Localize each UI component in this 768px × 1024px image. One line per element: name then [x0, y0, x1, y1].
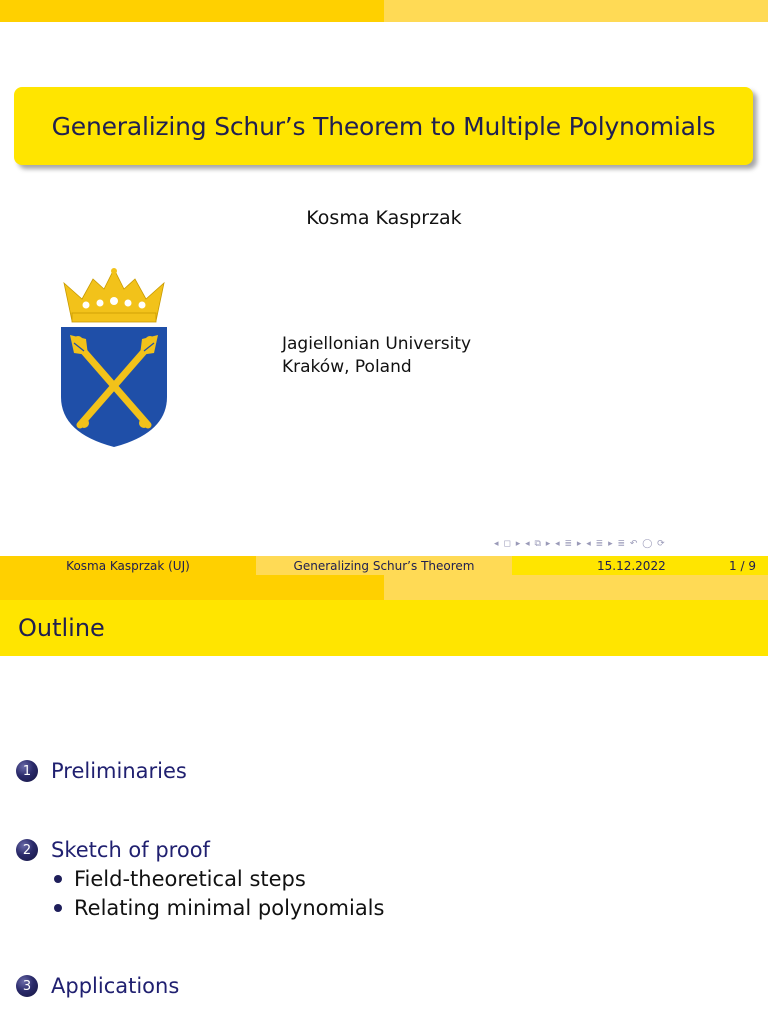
headline-bar-slide2 — [0, 575, 768, 600]
institute — [282, 333, 471, 379]
title-block — [14, 87, 753, 165]
presentation-title: Generalizing Schur’s Theorem to Multiple Polynomials — [51, 111, 716, 141]
section-number-ball: 3 — [16, 975, 38, 997]
section-number-ball: 2 — [16, 839, 38, 861]
headline-bar — [0, 0, 768, 22]
institute-name: Jagiellonian University — [282, 334, 472, 354]
headline-bar-right — [384, 0, 768, 22]
section-label: Preliminaries — [51, 759, 187, 783]
footer-page-number: 1 / 9 — [729, 558, 756, 573]
outline-subsection-1[interactable] — [54, 867, 306, 891]
footline — [0, 556, 768, 575]
footer-date: 15.12.2022 — [597, 558, 666, 573]
bullet-icon — [54, 875, 62, 883]
author-name: Kosma Kasprzak — [306, 207, 462, 229]
institute-location: Kraków, Poland — [282, 357, 412, 377]
outline-subsection-2[interactable] — [54, 896, 384, 920]
section-label: Applications — [51, 974, 180, 998]
headline-bar-left — [0, 575, 384, 600]
section-number-ball: 1 — [16, 760, 38, 782]
outline-section-3[interactable] — [16, 974, 179, 998]
frame-title-bar — [0, 600, 768, 656]
headline-bar-right — [384, 575, 768, 600]
outline-section-1[interactable] — [16, 759, 187, 783]
outline-section-2[interactable] — [16, 838, 210, 862]
beamer-navigation-symbols[interactable]: ◂ ◻ ▸ ◂ ⧉ ▸ ◂ ≣ ▸ ◂ ≣ ▸ ≣ ↶ ◯ ⟳ — [494, 539, 666, 549]
headline-bar-left — [0, 0, 384, 22]
footer-author: Kosma Kasprzak (UJ) — [0, 556, 256, 575]
bullet-icon — [54, 904, 62, 912]
section-label: Sketch of proof — [51, 838, 210, 862]
footer-title: Generalizing Schur’s Theorem — [256, 556, 512, 575]
jagiellonian-university-crest-icon — [60, 265, 168, 449]
subsection-label: Relating minimal polynomials — [74, 896, 385, 920]
frame-title: Outline — [18, 614, 105, 642]
footer-right — [512, 556, 768, 575]
subsection-label: Field-theoretical steps — [74, 867, 306, 891]
